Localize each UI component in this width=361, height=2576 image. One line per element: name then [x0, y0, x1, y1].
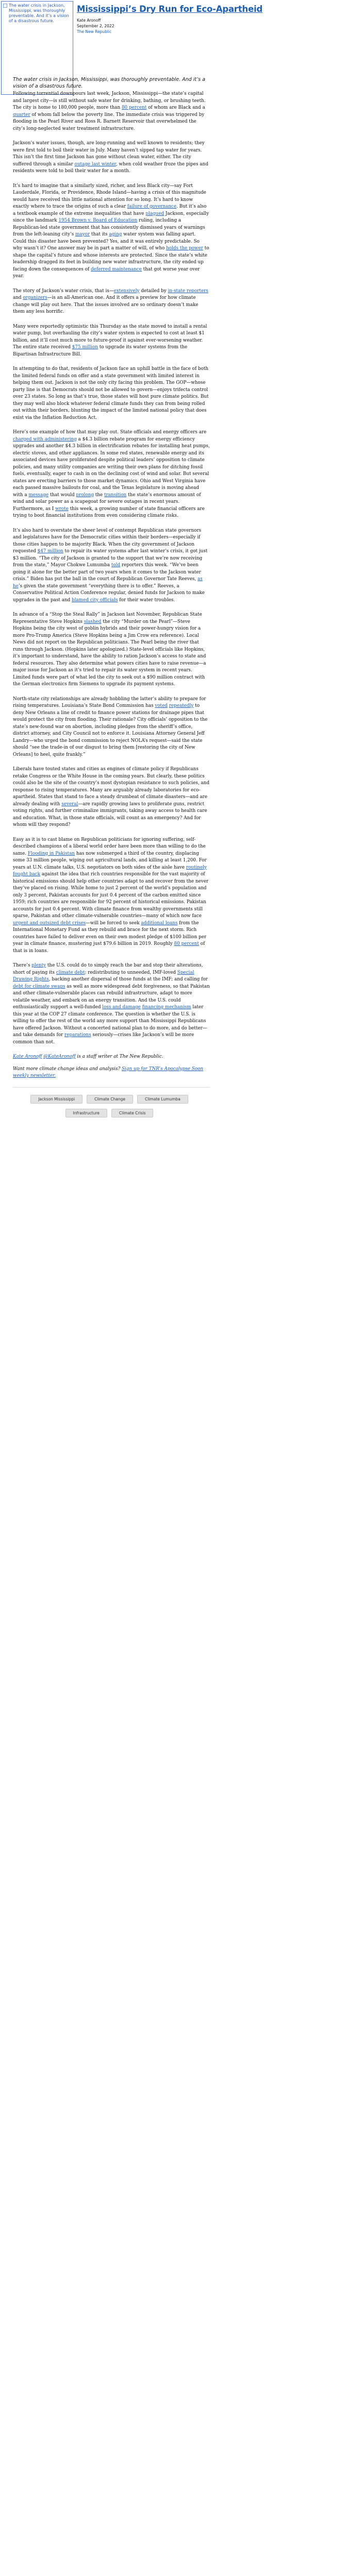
paragraph-block	[13, 766, 210, 829]
article-dek: The water crisis in Jackson, Mississippi, was thoroughly preventable. And it’s a vision of a disastrous future.	[13, 77, 205, 89]
paragraph-block	[13, 837, 210, 955]
text-run: the U.S. could do to simply reach the bar and stop their alterations, short of paying its	[13, 963, 203, 975]
article-paragraph	[13, 696, 210, 759]
text-run: for their water troubles.	[118, 597, 175, 603]
inline-link[interactable]: loss and damage	[102, 1005, 141, 1010]
text-run: the city “Murder on the Pearl”—Steve Hopkins being the city west of goblin hybrids and their power-hungry vision for a more Pro-Trump America (Steve Hopkins being a Jim Crow era reference). Local News did not report on the Republican politicians. The Pearl being the river that runs through Jackson. (Hopkins later apologized.) State-level officials like Hopkins, it’s important to understand, have the ability to ration Jackson’s access to state and federal resources. They also determine what powers cities have to raise revenue—a major issue for Jackson as it’s tried to repair its water system in recent years. Limited funds were part of what led the city to seek out a $90 million contract with the German electronics firm Siemens to upgrade its payment systems.	[13, 619, 206, 687]
paragraph-block	[13, 528, 210, 604]
text-run: Jackson, especially since the landmark	[13, 211, 209, 223]
text-run: Many were reportedly optimistic this Thursday as the state moved to install a rental water pump, but overhauling the city’s water system is expected to cost at least $1 billion, and it’ll cost much more to future-proof it against ever-worsening weather. The entire state received	[13, 324, 207, 350]
hero-alt-text: The water crisis in Jackson, Mississippi, was thoroughly preventable. And it’s a vision of a disastrous future.	[9, 3, 69, 23]
publication-link[interactable]: The New Republic	[77, 29, 112, 34]
article-paragraph	[13, 612, 210, 688]
text-run: of that is in loans.	[13, 941, 205, 954]
paragraph-block	[13, 962, 210, 1046]
article-headline[interactable]: Mississippi’s Dry Run for Eco-Apartheid	[77, 4, 263, 14]
inline-link[interactable]: slashed	[84, 619, 102, 624]
inline-link[interactable]: additional loans	[141, 920, 178, 926]
divider	[13, 1087, 210, 1088]
inline-link[interactable]: repeatedly	[169, 703, 194, 708]
inline-link[interactable]: charged with administering	[13, 436, 77, 442]
article-paragraph	[13, 140, 210, 175]
text-run: In advance of a “Stop the Steal Rally” in Jackson last November, Republican State Representative Steve Hopkins	[13, 612, 202, 624]
inline-link[interactable]: Special Drawing Rights	[13, 970, 194, 982]
inline-link[interactable]: wrote	[55, 506, 69, 512]
text-run: of whom fall below the poverty line. The immediate crisis was triggered by flooding in the Pearl River and Ross R. Barnett Reservoir that overwhelmed the city’s long-neglected water treatment infrastructure.	[13, 112, 205, 131]
inline-link[interactable]: transition	[104, 492, 127, 498]
article-date: September 2, 2022	[77, 24, 114, 28]
text-run: Here’s one example of how that may play out. State officials and energy officers are	[13, 430, 207, 435]
inline-link[interactable]: outage last winter	[74, 161, 116, 167]
text-run: —are rapidly growing laws to proliferate guns, restrict voting rights, and further criminalize immigrants, taking away access to health care and education. What, in those state officials, will count as an emergency? And for whom will they respond?	[13, 801, 207, 827]
tag-button[interactable]: Climate Lumumba	[137, 1095, 188, 1104]
inline-link[interactable]: Sign up for TNR’s Apocalypse Soon weekly newsletter.	[13, 1066, 204, 1078]
text-run: from the International Monetary Fund as they rebuild and brace for the next storm. Rich countries have failed to deliver even on their own modest pledge of $100 billion per year in climate finance, mustering just $79.6 billion in 2019. Roughly	[13, 920, 207, 946]
inline-link[interactable]: @KateAronoff	[43, 1054, 76, 1059]
inline-link[interactable]: voted	[155, 703, 168, 708]
text-run: and	[13, 295, 23, 300]
inline-link[interactable]: failure of governance	[127, 204, 177, 209]
text-run: detailed by	[139, 288, 168, 294]
text-run: water system was falling apart. Could this disaster have been prevented? Yes, and it was entirely predictable. So why wasn’t it? One answer may be in part a matter of will, of who	[13, 232, 200, 251]
inline-link[interactable]: in-state reporters	[168, 288, 208, 294]
text-run: later this year at the COP 27 climate conference. The question is whether the U.S. is willing to offer the rest of the world any more support than Mississippi Republicans have offered Jackson. Without a concerted national plan to do more, and do better—and take demands for	[13, 1005, 207, 1038]
article-paragraph	[13, 91, 210, 132]
inline-link[interactable]: routinely fought back	[13, 865, 207, 877]
text-run: , backing another dispersal of those funds at the IMF; and calling for	[48, 977, 208, 982]
text-run: of whom are Black and a	[146, 105, 205, 110]
text-run: has now submerged a third of the country, displacing some 33 million people, wiping out agricultural lands, and killing at least 1,200. For years at U.N. climate talks, U.S. negotiators on both sides of the aisle have	[13, 851, 207, 870]
hero-image-alt-text	[2, 2, 73, 24]
text-run: to upgrade its water systems from the Bipartisan Infrastructure Bill.	[13, 345, 188, 357]
inline-link[interactable]: extensively	[113, 288, 140, 294]
inline-link[interactable]: several	[61, 801, 78, 807]
inline-link[interactable]: 1954 Brown v. Board of Education	[58, 218, 138, 223]
inline-link[interactable]: debt for climate swaps	[13, 984, 65, 989]
text-run: reporters this week. “We’ve been going it alone for the better part of two years when it comes to the Jackson water crisis.” Biden has put the ball in the court of Republican Governor Tate Reeves,	[13, 563, 201, 582]
text-run: In attempting to do that, residents of Jackson face an uphill battle in the face of both the limited federal funds on offer and a state government with limited interest in helping them out. Jackson is not the only city facing this problem. The GOP—whose party line is that Democrats should not be allowed to govern—enjoys trifecta control over 23 states. So long as that’s true, those states will host pure climate politics. But they may well also block whatever federal climate funds they can from being rolled out within their borders, blunting the impact of the limited national policy that does exist via the Inflation Reduction Act.	[13, 366, 209, 420]
text-run: —will be forced to seek	[86, 920, 141, 926]
inline-link[interactable]: reparations	[64, 1032, 91, 1038]
text-run: the	[93, 492, 104, 498]
text-run: It’s also hard to overstate the sheer level of contempt Republican state governors and legislatures have for the Democratic cities within their borders—especially if those cities happen to be majority Black. When the city government of Jackson requested	[13, 528, 202, 554]
article-body	[13, 91, 210, 1121]
paragraph-block	[13, 288, 210, 316]
author-note	[13, 1054, 210, 1061]
inline-link[interactable]: financing mechanism	[142, 1005, 191, 1010]
inline-link[interactable]: told	[111, 563, 121, 568]
text-run: . But it’s also a textbook example of the extreme inequalities that have	[13, 204, 207, 216]
tag-list	[13, 1093, 210, 1121]
text-run: ’s given the state government “everything there is to offer.” Reeves, a Conservative Political Action Conference regular, denied funds for Jackson to make upgrades in the past and	[13, 583, 205, 603]
text-run: that its	[90, 232, 109, 237]
text-run: The story of Jackson’s water crisis, that is—	[13, 288, 114, 294]
inline-link[interactable]: deferred maintenance	[91, 266, 142, 272]
inline-link[interactable]: organizers	[23, 295, 47, 300]
paragraph-list	[13, 91, 210, 1046]
tag-button[interactable]: Climate Crisis	[111, 1109, 154, 1117]
inline-link[interactable]: aging	[109, 232, 122, 237]
inline-link[interactable]: Flooding in Pakistan	[27, 851, 75, 856]
paragraph-block	[13, 324, 210, 359]
article-paragraph	[13, 528, 210, 604]
text-run: the state’s enormous amount of wind and solar power as a scapegoat for severe outages in recent years. Furthermore, as I	[13, 492, 201, 512]
article-paragraph	[13, 837, 210, 955]
article-author: Kate Aronoff	[77, 18, 101, 23]
text-run: There’s	[13, 963, 32, 968]
text-run: to shape the capital’s future and whose interests are protected. Since the state’s white leadership dragged its feet in building new water infrastructure, the city ended up facing down the consequences of	[13, 246, 209, 272]
text-run: North-state city relationships are already hobbling the latter’s ability to prepare for rising temperatures. Louisiana’s State Bond Commission has	[13, 696, 206, 708]
article-paragraph	[13, 183, 210, 280]
tag-button[interactable]: Jackson Mississippi	[30, 1095, 83, 1104]
inline-link[interactable]: 80 percent	[121, 105, 147, 110]
text-run: —is an all-American one. And it offers a preview for how climate change will play out here. That the issues involved are so ordinary doesn’t make them any less horrific.	[13, 295, 199, 314]
text-run: that would	[48, 492, 76, 498]
text-run: a $4.3 billion rebate program for energy efficiency upgrades and another $4.3 billion in electrification rebates for installing heat pumps, electric stoves, and other appliances. In some red states, renewable energy and its associated devices have proliferated despite political leaders’ opposition to climate policies, and many utility companies are writing their own plans for ditching fossil fuels, eventually, eager to cash in on the declining cost of wind and solar. But several states are erecting barriers to those market dynamics. Ohio and West Virginia have each passed massive bailouts for coal, and the Texas legislature is moving ahead with a	[13, 436, 210, 498]
signup-note	[13, 1066, 210, 1080]
text-run: as well as more widespread debt forgiveness, so that Pakistan and other climate-vulnerable places can rebuild infrastructure, adapt to more volatile weather, and embark on an energy transition. And the U.S. could enthusiastically support a well-funded	[13, 984, 210, 1010]
text-run: : redistributing to unneeded, IMF-loved	[85, 970, 177, 975]
inline-link[interactable]: blamed city officials	[72, 597, 118, 603]
text-run: against the idea that rich countries responsible for the vast majority of historical emissions should help other countries adapt to and recover from the never they’ve placed on rising. While home to just 2 percent of the world’s population and only 3 percent, Pakistan accounts for just 0.4 percent of the carbon emitted since 1959; rich countries are responsible for 92 percent of historical emissions. Pakistan accounts for just 0.4 percent. With climate finance from wealthy governments still sparse, Pakistan and other climate-vulnerable countries—many of which now face	[13, 872, 209, 919]
text-run: Following torrential downpours last week, Jackson, Mississippi—the state’s capital and largest city—is still without safe water for drinking, bathing, or brushing teeth. The city is home to 180,000 people, more than	[13, 91, 206, 110]
text-run: to deny New Orleans a line of credit to finance power stations for drainage pipes that would protect the city from flooding. Their rationale? City officials’ opposition to the state’s new-found war on abortion, including pledges from the sheriff’s office, district attorney, and City Council not to enforce it. Louisiana Attorney General Jeff Landry—who urged the bond commission to reject NOLA’s request—said the state should “see the trade-in of our disgust to bring them [restoring the city of New Orleans] to heel, quite frankly.”	[13, 703, 208, 757]
inline-link[interactable]: $75 million	[72, 345, 98, 350]
article-paragraph	[13, 288, 210, 316]
inline-link[interactable]: climate debt	[56, 970, 85, 975]
text-run: ruling, including a Republican-led state government that has consistently dismissed years of warnings from the left-leaning city’s	[13, 218, 205, 237]
paragraph-block	[13, 91, 210, 132]
article-paragraph	[13, 429, 210, 520]
paragraph-block	[13, 696, 210, 759]
article-paragraph	[13, 324, 210, 359]
paragraph-block	[13, 429, 210, 520]
inline-link[interactable]: 80 percent	[174, 941, 199, 946]
inline-link[interactable]: message	[28, 492, 49, 498]
inline-link[interactable]: as he	[13, 577, 203, 589]
inline-link[interactable]: plenty	[31, 963, 46, 968]
paragraph-block	[13, 366, 210, 421]
article-paragraph	[13, 366, 210, 421]
text-run: It’s hard to imagine that a similarly sized, richer, and less Black city—say Fort Lauderdale, Florida, or Providence, Rhode Island—having a crisis of this magnitude would have received this little national attention for so long. It’s hard to know exactly where to trace the origins of such a clear	[13, 183, 206, 209]
inline-link[interactable]: urgent and outsized debt crises	[13, 920, 86, 926]
article-paragraph	[13, 766, 210, 829]
text-run: Liberals have touted states and cities as engines of climate policy if Republicans retake Congress or the White House in the coming years. But clearly, these politics could also be the site of the country’s most dystopian resistance to such policies, and response to rising temperatures. Many are arguably already laboratories for eco-apartheid. States that stand to face a steady drumbeat of climate disasters—and are already dealing with	[13, 767, 209, 807]
tag-button[interactable]: Climate Change	[87, 1095, 133, 1104]
inline-link[interactable]: holds the power	[166, 246, 203, 251]
article-publication[interactable]	[77, 29, 360, 35]
paragraph-block	[13, 612, 210, 688]
inline-link[interactable]: quarter	[13, 112, 30, 117]
inline-link[interactable]: prolong	[76, 492, 94, 498]
text-run: to repair its water systems after last winter’s crisis, it got just $3 million. “The city of Jackson is granted to the support that we’re now receiving from the state,” Mayor Chokwe Lumumba	[13, 549, 208, 568]
broken-image-icon	[3, 4, 7, 8]
text-run: Easy as it is to cast blame on Republican politicians for ignoring suffering, self-described champions of a liberal world order have been more than willing to do the same.	[13, 837, 206, 856]
tag-button[interactable]: Infrastructure	[65, 1109, 107, 1117]
text-run: this week, a growing number of state financial officers are trying to boot financial institutions from even considering climate risks.	[13, 506, 205, 518]
inline-link[interactable]: Kate Aronoff	[13, 1054, 42, 1059]
inline-link[interactable]: plagued	[145, 211, 165, 216]
text-run: is a staff writer at The New Republic.	[75, 1054, 163, 1059]
article-header	[73, 0, 360, 35]
text-run: Want more climate change ideas and analysis?	[13, 1066, 122, 1072]
inline-link[interactable]: mayor	[75, 232, 90, 237]
text-run: , when cold weather froze the pipes and residents were told to boil their water for a month.	[13, 161, 208, 174]
article-paragraph	[13, 962, 210, 1046]
inline-link[interactable]: $47 million	[37, 549, 63, 554]
text-run: that got worse year over year.	[13, 266, 200, 279]
paragraph-block	[13, 183, 210, 280]
text-run: seriously—crises like Jackson’s will be more common than not.	[13, 1032, 194, 1045]
text-run: Jackson’s water issues, though, are long-running and well known to residents; they were first told to boil their water in July. Many haven’t sipped tap water for years. This isn’t the first time Jackson has gone without clean water, either. The city suffered through a similar	[13, 141, 205, 167]
paragraph-block	[13, 140, 210, 175]
